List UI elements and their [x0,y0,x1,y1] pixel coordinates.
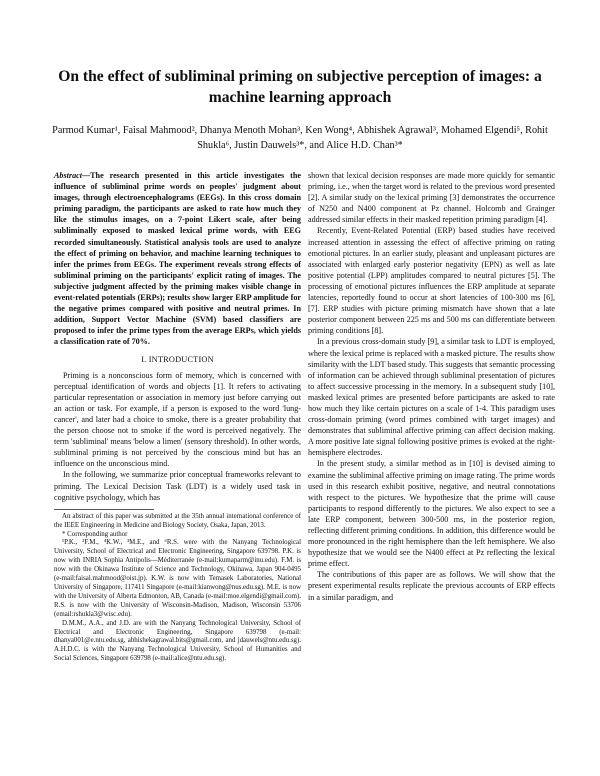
abstract [54,170,301,348]
footnotes [54,513,301,664]
paragraph: In the following, we summarize prior conceptual frameworks relevant to priming. The Lexical Decision Task (LDT) is a widely used task in cognitive psychology, which has [54,470,301,502]
abstract-text: —The research presented in this article investigates the influence of subliminal prime words on peoples' judgment about images, through electroencephalograms (EEGs). In this cross domain priming paradigm, the participants are asked to rate how much they like the stimulus images, on a 7-point Likert scale, after being subliminally exposed to masked lexical prime words, with EEG recorded simultaneously. Statistical analysis tools are used to analyze the effect of priming on behavior, and machine learning techniques to infer the primes from EEGs. The experiment reveals strong effects of subliminal priming on the participants' explicit rating of images. The subjective judgment affected by the priming makes visible change in event-related potentials (ERPs); results show larger ERP amplitude for the negative primes compared with positive and neutral primes. In addition, Support Vector Machine (SVM) based classifiers are proposed to infer the prime types from the average ERPs, which yields a classification rate of 70%. [54,171,301,347]
footnote: D.M.M., A.A., and J.D. are with the Nanyang Technological University, School of Electrical and Electronic Engineering, Singapore 639798 (e-mail: dhanya001@e.ntu.edu.sg, abhishekagrawal.bits@gmail.com, and jdauwels@ntu.edu.sg). A.H.D.C. is with the Nanyang Technological University, School of Humanities and Social Sciences, Singapore 639798 (e-mail:alice@ntu.edu.sg). [54,619,301,663]
paragraph: shown that lexical decision responses are made more quickly for semantic priming, i.e., when the target word is related to the previous word presented [2]. A similar study on the lexical priming [3] demonstrates the occurrence of N250 and N400 component at Pz channel. Holcomb and Grainger addressed similar effects in their masked repetition priming paradigm [4]. [308,171,555,225]
paragraph: Recently, Event-Related Potential (ERP) based studies have received increased attention in assessing the effect of affective priming on rating emotional pictures. In an earlier study, pleasant and unpleasant pictures are associated with enlarged early posterior negativity (EPN) as well as late positive potential (LPP) amplitudes compared to neutral pictures [5]. The processing of emotional pictures influences the ERP amplitude at separate latencies, reportedly found to occur at short latencies of 100-300 ms [6], [7]. ERP studies with picture priming mismatch have shown that a late posterior component between 225 ms and 500 ms can differentiate between priming conditions [8]. [308,226,555,336]
left-column [54,170,301,664]
paper-title: On the effect of subliminal priming on subjective perception of images: a machine learning approach [58,68,542,106]
section-heading-introduction: I. INTRODUCTION [141,354,214,364]
footnote: * Corresponding author [62,530,128,538]
footnote: ¹P.K., ²F.M., ⁴K.W., ³M.E., and ⁶R.S. were with the Nanyang Technological University, School of Electrical and Electronic Engineering, Singapore 639798. P.K. is now with INRIA Sophia Antipolis—Méditerranée (e-mail:kumaparm@inu.edu). F.M. is now with the Okinawa Institute of Science and Technology, Okinawa, Japan 904-0495 (e-mail:faisal.mahmood@oist.jp). K.W. is now with Temasek Laboratories, National University of Singapore, 117411 Singapore (e-mail:kianwong@nus.edu.sg). M.E. is now with the University of Alberta Edmonton, AB, Canada (e-mail:moe.elgendi@gmail.com). R.S. is now with the University of Wisconsin-Madison, Madison, Wisconsin 53706 (email:rshukla3@wisc.edu). [54,539,301,618]
paragraph: In a previous cross-domain study [9], a similar task to LDT is employed, where the lexical prime is replaced with a masked picture. The results show similarity with the LDT based study. This suggests that semantic processing of information can be achieved through subliminal presentation of pictures to affect successive processing in the memory. In a subsequent study [10], masked lexical primes are presented before participants are asked to rate how much they like certain pictures on a scale of 1-4. This paradigm uses cross-domain priming (word primes combined with target images) and demonstrates that subliminal affective priming can affect decision making. A more positive late signal following positive primes is evoked at the right-hemisphere electrodes. [308,337,555,458]
paragraph: Priming is a nonconscious form of memory, which is concerned with perceptual identification of words and objects [1]. It refers to activating particular representation or association in memory just before carrying out an action or task. For example, if a person is exposed to the word 'lung-cancer', and later had a choice to smoke, there is a greater probability that the person choose not to smoke if the word is perceived negatively. The term 'subliminal' means 'below a limen' (sensory threshold). In other words, subliminal priming is not perceived by the conscious mind but has an influence on the unconscious mind. [54,370,301,469]
right-column [308,170,555,603]
author-list: Parmod Kumar¹, Faisal Mahmood², Dhanya Menoth Mohan³, Ken Wong⁴, Abhishek Agrawal³, Mohamed Elgendi⁵, Rohit Shukla⁶, Justin Dauwels³*, and Alice H.D. Chan³* [52,125,548,151]
paragraph: The contributions of this paper are as follows. We will show that the present experimental results replicate the previous accounts of ERP effects in a similar paradigm, and [308,570,555,602]
footnote: An abstract of this paper was submitted at the 35th annual international conference of the IEEE Engineering in Medicine and Biology Society, Osaka, Japan, 2013. [54,512,301,529]
footnote-separator [54,509,154,510]
abstract-label: Abstract [54,171,82,180]
paragraph: In the present study, a similar method as in [10] is devised aiming to examine the subliminal affective priming on image rating. The prime words used in this research exhibit positive, negative, and neutral connotations with respect to the pictures. We hypothesize that the prime will cause participants to respond differently to the pictures. We also expect to see a late ERP component, between 300-500 ms, in the posterior region, reflecting different priming conditions. In addition, this difference would be more pronounced in the right hemisphere than the left hemisphere. We also hypothesize that we would see the N400 effect at Pz reflecting the lexical prime effect. [308,459,555,569]
